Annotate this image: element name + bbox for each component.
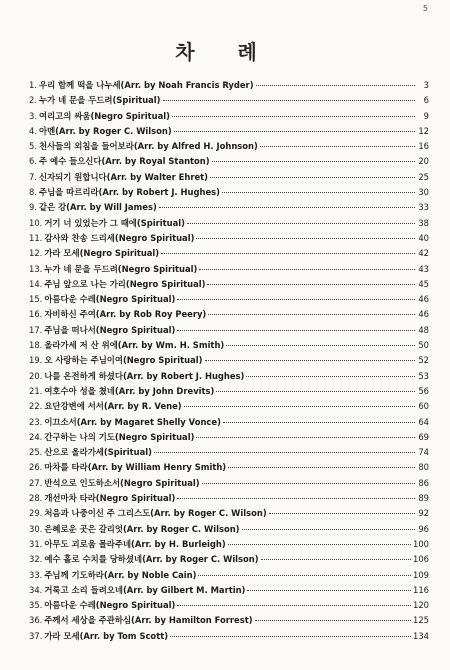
entry-title: 아름다운 수레(Negro Spiritual) [44,600,176,611]
entry-page-number: 3 [423,80,429,90]
dot-leader [260,146,415,147]
entry-title: 은혜로운 곳은 갈리엇(Arr. by Roger C. Wilson) [44,523,240,534]
entry-title: 개선마차 타라(Negro Spiritual) [44,493,176,504]
entry-number: 19. [29,355,43,366]
dot-leader [196,238,415,239]
entry-number: 33. [29,569,43,580]
toc-entry [29,415,429,430]
entry-page-number: 134 [413,630,429,641]
dot-leader [210,177,415,178]
entry-number: 1. [29,80,37,90]
toc-entry [29,154,429,169]
entry-page-number: 74 [418,447,429,458]
toc-entry [29,78,429,93]
toc-entry [29,445,429,460]
entry-number: 29. [29,508,43,519]
entry-title: 누가 네 문을 두드려(Negro Spiritual) [44,263,198,274]
entry-page-number: 42 [418,248,429,259]
dot-leader [177,498,415,499]
entry-title: 요단강변에 서서(Arr. by R. Vene) [44,401,182,412]
entry-number: 10. [29,217,43,228]
entry-number: 14. [29,278,43,289]
dot-leader [261,559,411,560]
toc-entry [29,399,429,414]
entry-page-number: 46 [418,294,429,305]
dot-leader [269,513,415,514]
dot-leader [242,529,416,530]
toc-entry [29,277,429,292]
toc-entry [29,124,429,139]
toc-entry [29,353,429,368]
entry-title: 간구하는 나의 기도(Negro Spiritual) [44,431,195,442]
entry-title: 아멘(Arr. by Roger C. Wilson) [39,125,172,136]
entry-number: 12. [29,248,43,259]
toc-entry [29,613,429,628]
entry-page-number: 12 [418,125,429,136]
entry-number: 2. [29,95,37,106]
entry-title: 예수 홀로 수치를 당하셨네(Arr. by Roger C. Wilson) [44,554,259,565]
entry-title: 주님을 떠나서(Negro Spiritual) [44,324,176,335]
toc-entry [29,170,429,185]
dot-leader [223,422,415,423]
entry-number: 5. [29,141,37,152]
dot-leader [159,207,415,208]
entry-page-number: 116 [413,584,429,595]
entry-number: 32. [29,554,43,565]
entry-title: 누가 네 문을 두드려(Spiritual) [39,95,161,106]
entry-page-number: 56 [418,385,429,396]
entry-page-number: 33 [418,202,429,213]
dot-leader [196,437,415,438]
entry-title: 천사들의 외침을 들어보라(Arr. by Alfred H. Johnson) [39,141,258,152]
entry-number: 20. [29,370,43,381]
entry-page-number: 120 [413,600,429,611]
toc-entry [29,93,429,108]
entry-number: 13. [29,263,43,274]
toc-entry [29,200,429,215]
dot-leader [255,620,411,621]
entry-title: 주님께 기도하라(Arr. by Noble Cain) [44,569,197,580]
entry-title: 오 사랑하는 주님이여(Negro Spiritual) [44,355,203,366]
entry-title: 여호수아 성을 쳤네(Arr. by John Drevits) [44,385,215,396]
dot-leader [246,376,415,377]
entry-page-number: 52 [418,355,429,366]
entry-title: 산으로 올라가세(Spiritual) [44,447,152,458]
dot-leader [174,131,415,132]
entry-title: 거기 너 있었는가 그 때에(Spiritual) [44,217,185,228]
entry-number: 36. [29,615,43,626]
dot-leader [228,467,415,468]
dot-leader [187,223,415,224]
toc-entry [29,568,429,583]
dot-leader [177,605,411,606]
entry-number: 23. [29,416,43,427]
toc-entry [29,430,429,445]
toc-entry [29,185,429,200]
dot-leader [172,116,415,117]
entry-page-number: 16 [418,141,429,152]
dot-leader [177,330,415,331]
entry-page-number: 38 [418,217,429,228]
dot-leader [216,391,415,392]
toc-entry [29,139,429,154]
entry-title: 감사와 찬송 드리세(Negro Spiritual) [44,232,195,243]
entry-title: 이끄소서(Arr. by Magaret Shelly Vonce) [44,416,221,427]
entry-title: 자비하신 주여(Arr. by Rob Roy Peery) [44,309,207,320]
entry-title: 나를 온전하게 하셨다(Arr. by Robert J. Hughes) [44,370,245,381]
entry-title: 거룩고 소리 들려오네(Arr. by Gilbert M. Martin) [44,584,246,595]
toc-entry [29,307,429,322]
toc-entry [29,216,429,231]
dot-leader [222,192,415,193]
dot-leader [154,452,415,453]
entry-number: 31. [29,538,43,549]
entry-page-number: 25 [418,171,429,182]
entry-page-number: 46 [418,309,429,320]
entry-title: 아무도 괴로움 몰라주네(Arr. by H. Burleigh) [44,538,226,549]
dot-leader [184,406,415,407]
entry-page-number: 60 [418,401,429,412]
dot-leader [208,314,415,315]
dot-leader [202,483,415,484]
entry-number: 15. [29,294,43,305]
entry-title: 우리 함께 떡을 나누세(Arr. by Noah Francis Ryder) [39,80,254,90]
entry-title: 올라가세 저 산 위에(Arr. by Wm. H. Smith) [44,340,225,351]
entry-page-number: 6 [423,95,429,106]
dot-leader [226,345,415,346]
toc-entry [29,460,429,475]
entry-number: 3. [29,110,37,121]
dot-leader [228,544,411,545]
toc-entry [29,583,429,598]
toc-entry [29,384,429,399]
entry-title: 주님 앞으로 나는 가리(Negro Spiritual) [44,278,206,289]
entry-page-number: 20 [418,156,429,167]
dot-leader [205,360,416,361]
toc-entry [29,231,429,246]
table-of-contents [29,78,429,644]
dot-leader [161,253,415,254]
entry-page-number: 64 [418,416,429,427]
entry-number: 6. [29,156,37,167]
entry-page-number: 109 [413,569,429,580]
entry-page-number: 100 [413,538,429,549]
entry-title: 처음과 나중이신 주 그리스도(Arr. by Roger C. Wilson) [44,508,267,519]
entry-title: 주께서 세상을 주관하심(Arr. by Hamilton Forrest) [44,615,253,626]
entry-number: 25. [29,447,43,458]
toc-entry [29,369,429,384]
entry-number: 34. [29,584,43,595]
toc-entry [29,552,429,567]
entry-number: 17. [29,324,43,335]
toc-entry [29,491,429,506]
entry-title: 가라 모세(Arr. by Tom Scott) [44,630,169,641]
toc-entry [29,246,429,261]
dot-leader [247,590,411,591]
dot-leader [177,299,415,300]
entry-title: 아름다운 수레(Negro Spiritual) [44,294,176,305]
entry-page-number: 40 [418,232,429,243]
entry-number: 16. [29,309,43,320]
entry-page-number: 125 [413,615,429,626]
entry-number: 27. [29,477,43,488]
entry-number: 26. [29,462,43,473]
dot-leader [163,100,415,101]
entry-page-number: 43 [418,263,429,274]
entry-number: 21. [29,385,43,396]
entry-page-number: 53 [418,370,429,381]
toc-entry [29,598,429,613]
entry-page-number: 89 [418,493,429,504]
dot-leader [199,269,415,270]
entry-title: 반석으로 인도하소서(Negro Spiritual) [44,477,200,488]
entry-page-number: 69 [418,431,429,442]
entry-page-number: 30 [418,187,429,198]
entry-number: 9. [29,202,37,213]
entry-title: 같은 강(Arr. by Will James) [39,202,157,213]
toc-entry [29,629,429,644]
toc-entry [29,506,429,521]
toc-entry [29,338,429,353]
entry-number: 37. [29,630,43,641]
toc-entry [29,262,429,277]
entry-number: 30. [29,523,43,534]
entry-title: 신자되기 원합니다(Arr. by Walter Ehret) [39,171,208,182]
entry-title: 주님을 따르리라(Arr. by Robert J. Hughes) [39,187,220,198]
entry-title: 여리고의 싸움(Negro Spiritual) [39,110,170,121]
entry-number: 28. [29,493,43,504]
entry-number: 8. [29,187,37,198]
dot-leader [256,85,415,86]
page-title: 차 례 [175,40,275,64]
entry-title: 주 예수 들으신다(Arr. by Royal Stanton) [39,156,210,167]
entry-page-number: 48 [418,324,429,335]
toc-entry [29,292,429,307]
entry-page-number: 45 [418,278,429,289]
entry-page-number: 92 [418,508,429,519]
dot-leader [170,636,411,637]
entry-number: 11. [29,232,43,243]
toc-entry [29,476,429,491]
dot-leader [207,284,415,285]
entry-title: 가라 모세(Negro Spiritual) [44,248,160,259]
toc-entry [29,323,429,338]
page-number: 5 [422,4,428,13]
entry-number: 7. [29,171,37,182]
entry-number: 4. [29,125,37,136]
toc-entry [29,109,429,124]
entry-page-number: 9 [423,110,429,121]
entry-number: 35. [29,600,43,611]
dot-leader [198,575,411,576]
toc-entry [29,522,429,537]
entry-number: 22. [29,401,43,412]
entry-page-number: 86 [418,477,429,488]
dot-leader [212,161,415,162]
entry-title: 마차를 타라(Arr. by William Henry Smith) [44,462,227,473]
entry-number: 18. [29,340,43,351]
entry-page-number: 80 [418,462,429,473]
entry-page-number: 106 [413,554,429,565]
entry-number: 24. [29,431,43,442]
entry-page-number: 50 [418,340,429,351]
entry-page-number: 96 [418,523,429,534]
toc-entry [29,537,429,552]
